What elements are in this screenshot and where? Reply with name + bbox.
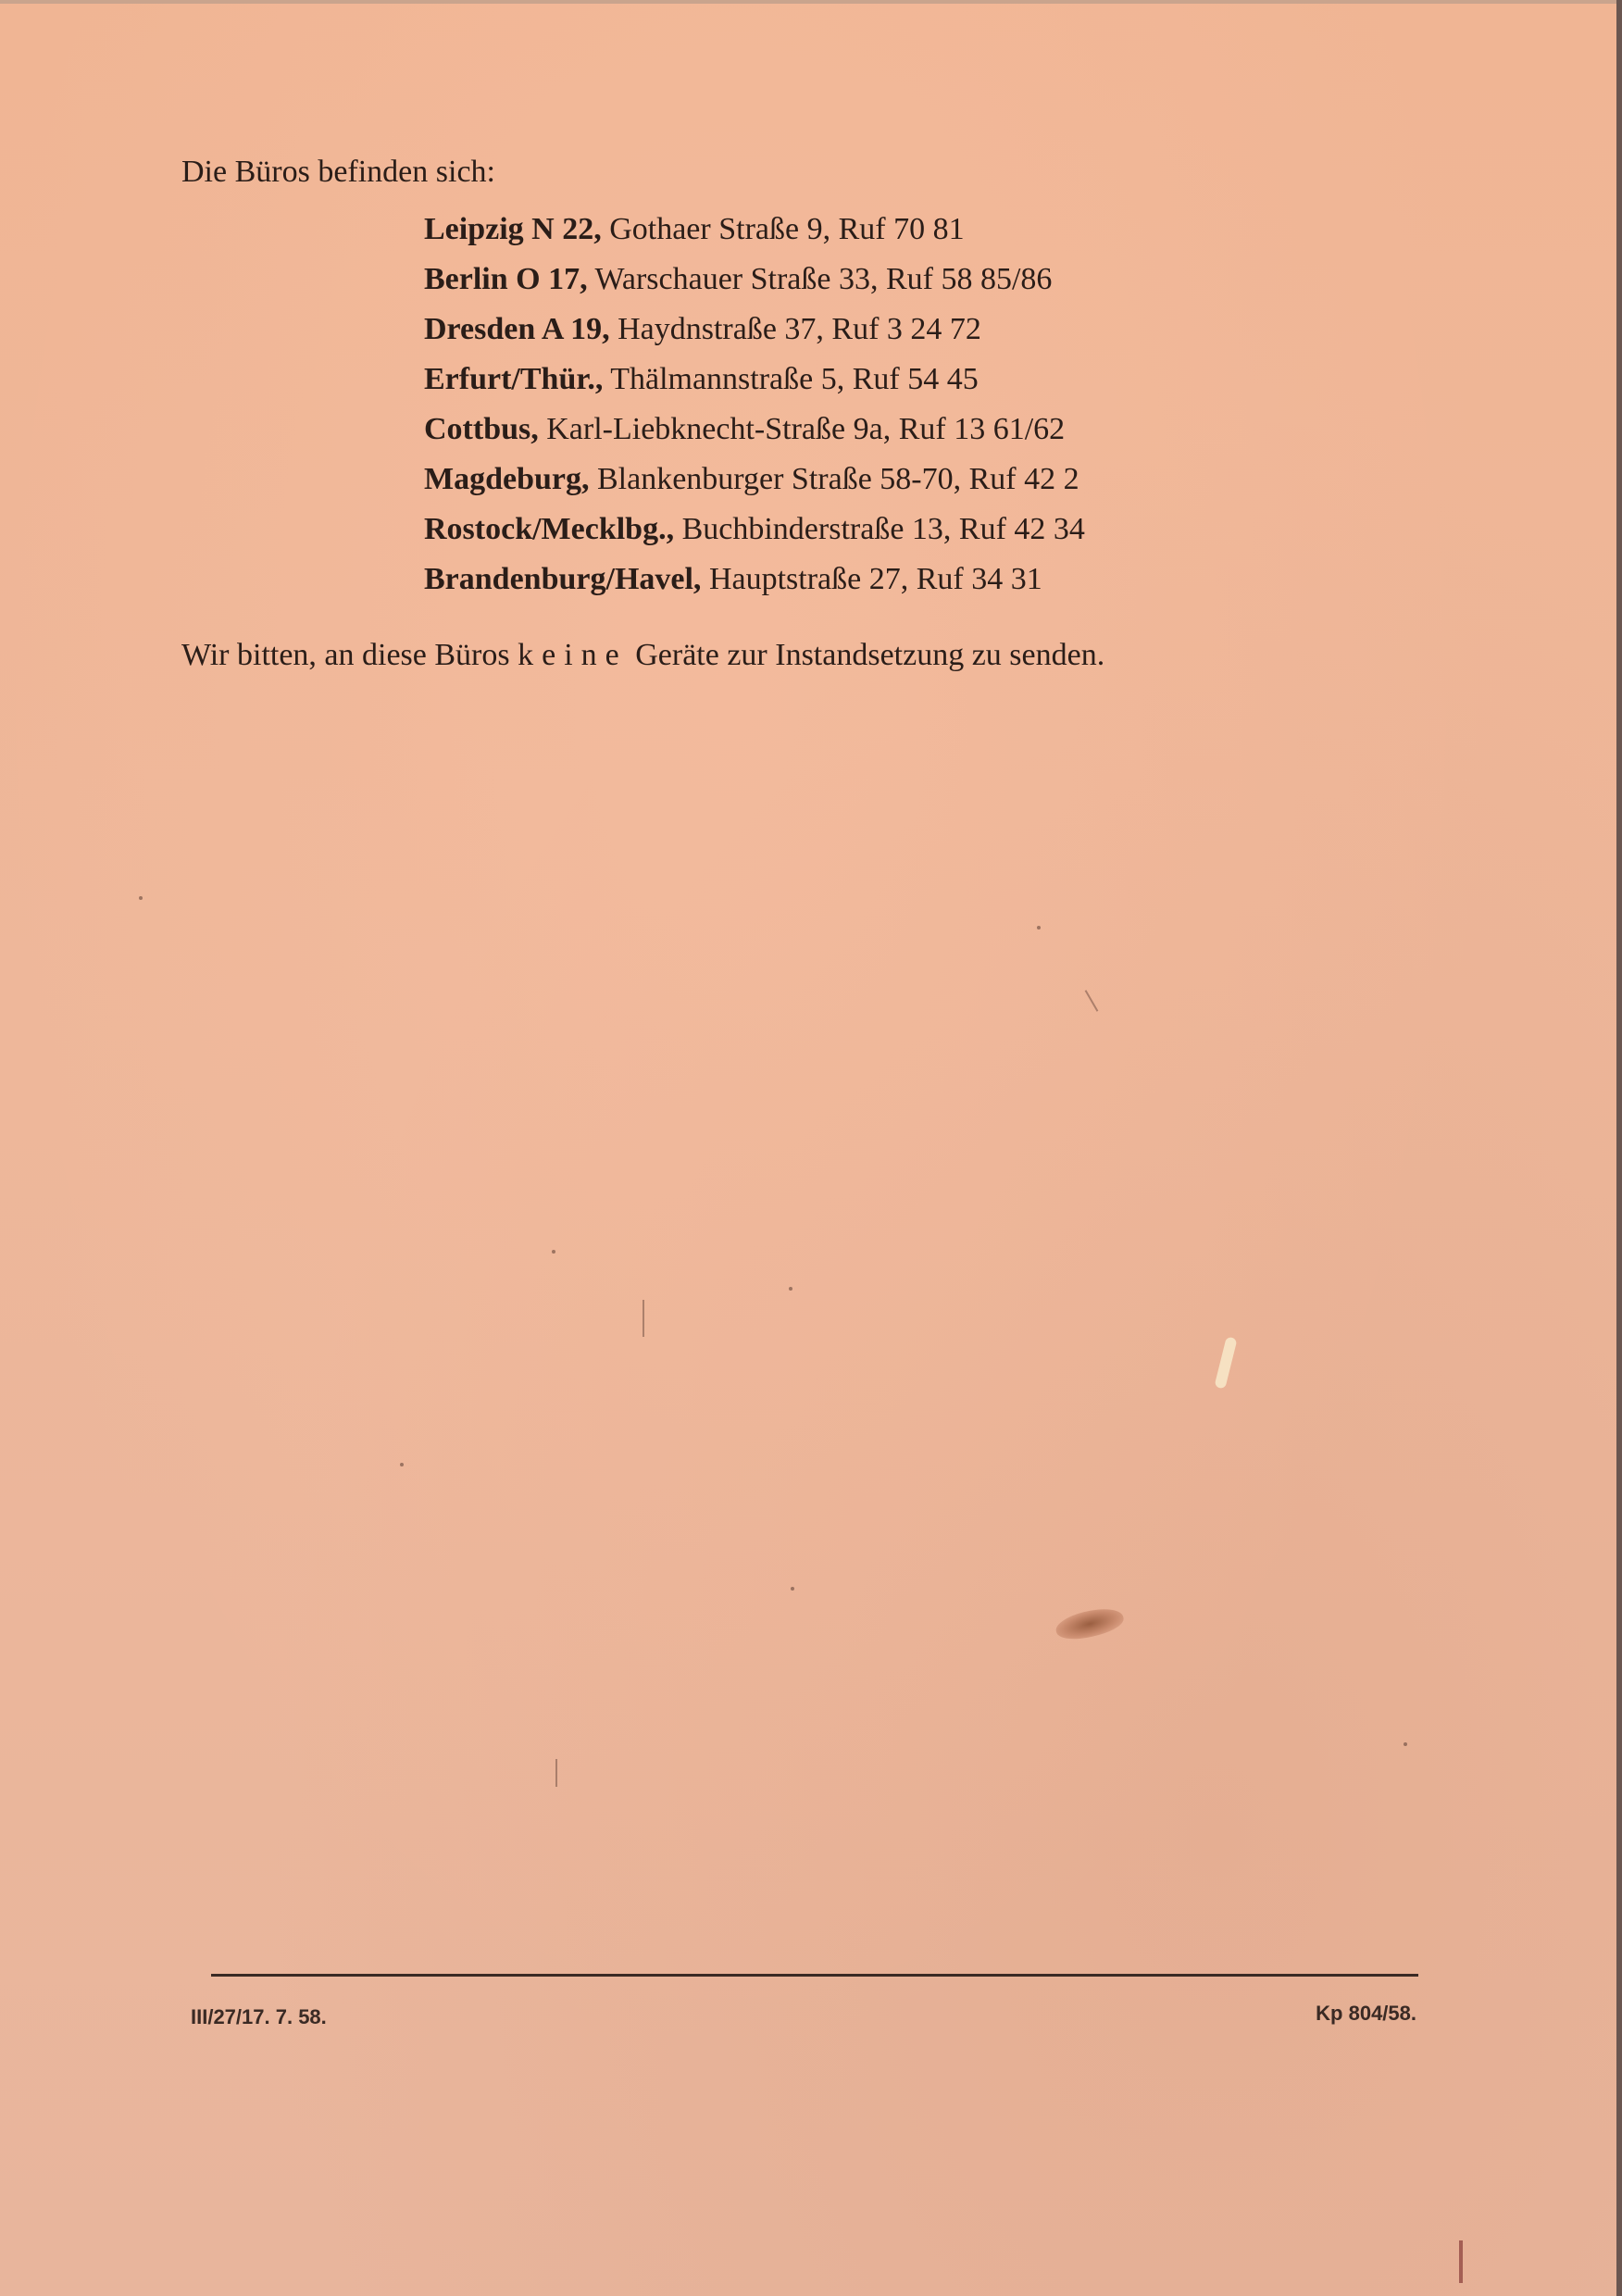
notice-after: Geräte zur Instandsetzung zu senden. xyxy=(635,638,1105,672)
footer-rule xyxy=(211,1974,1418,1977)
speck xyxy=(1404,1742,1407,1746)
intro-line: Die Büros befinden sich: xyxy=(181,155,495,189)
office-entry xyxy=(424,205,1085,255)
office-city: Magdeburg, xyxy=(424,462,590,496)
right-edge-shadow xyxy=(1616,0,1622,2296)
office-entry xyxy=(424,455,1085,505)
speck xyxy=(552,1250,555,1254)
brown-stain xyxy=(1054,1603,1127,1644)
office-entry xyxy=(424,405,1085,455)
office-address: Hauptstraße 27, Ruf 34 31 xyxy=(708,562,1042,596)
office-address: Haydnstraße 37, Ruf 3 24 72 xyxy=(618,312,981,346)
office-entry xyxy=(424,355,1085,405)
office-city: Brandenburg/Havel, xyxy=(424,562,702,596)
notice-emphasis: keine xyxy=(518,638,628,672)
office-city: Dresden A 19, xyxy=(424,312,610,346)
speck xyxy=(400,1463,404,1466)
office-address: Karl-Liebknecht-Straße 9a, Ruf 13 61/62 xyxy=(546,412,1066,446)
office-city: Rostock/Mecklbg., xyxy=(424,512,675,546)
top-edge xyxy=(0,0,1622,4)
notice-line xyxy=(181,637,1104,674)
speck xyxy=(791,1587,794,1591)
office-city: Erfurt/Thür., xyxy=(424,362,604,396)
office-address: Warschauer Straße 33, Ruf 58 85/86 xyxy=(594,262,1053,296)
office-entry xyxy=(424,505,1085,555)
office-entry xyxy=(424,255,1085,305)
office-city: Cottbus, xyxy=(424,412,539,446)
scratch xyxy=(555,1759,557,1787)
office-address: Gothaer Straße 9, Ruf 70 81 xyxy=(609,212,965,246)
office-city: Berlin O 17, xyxy=(424,262,588,296)
speck xyxy=(1037,926,1041,930)
print-code-left: III/27/17. 7. 58. xyxy=(191,2005,327,2028)
office-entry xyxy=(424,305,1085,355)
speck xyxy=(139,896,143,900)
paper-blemish xyxy=(1214,1336,1237,1389)
office-entry xyxy=(424,555,1085,605)
scratch xyxy=(1459,2240,1463,2283)
speck xyxy=(789,1287,792,1291)
office-address: Thälmannstraße 5, Ruf 54 45 xyxy=(610,362,979,396)
scratch xyxy=(643,1300,644,1337)
notice-before: Wir bitten, an diese Büros xyxy=(181,638,510,672)
scratch xyxy=(1085,990,1099,1012)
office-city: Leipzig N 22, xyxy=(424,212,602,246)
office-address: Buchbinderstraße 13, Ruf 42 34 xyxy=(681,512,1085,546)
print-code-right: Kp 804/58. xyxy=(1316,2002,1416,2025)
office-list xyxy=(424,205,1085,605)
office-address: Blankenburger Straße 58-70, Ruf 42 2 xyxy=(597,462,1079,496)
